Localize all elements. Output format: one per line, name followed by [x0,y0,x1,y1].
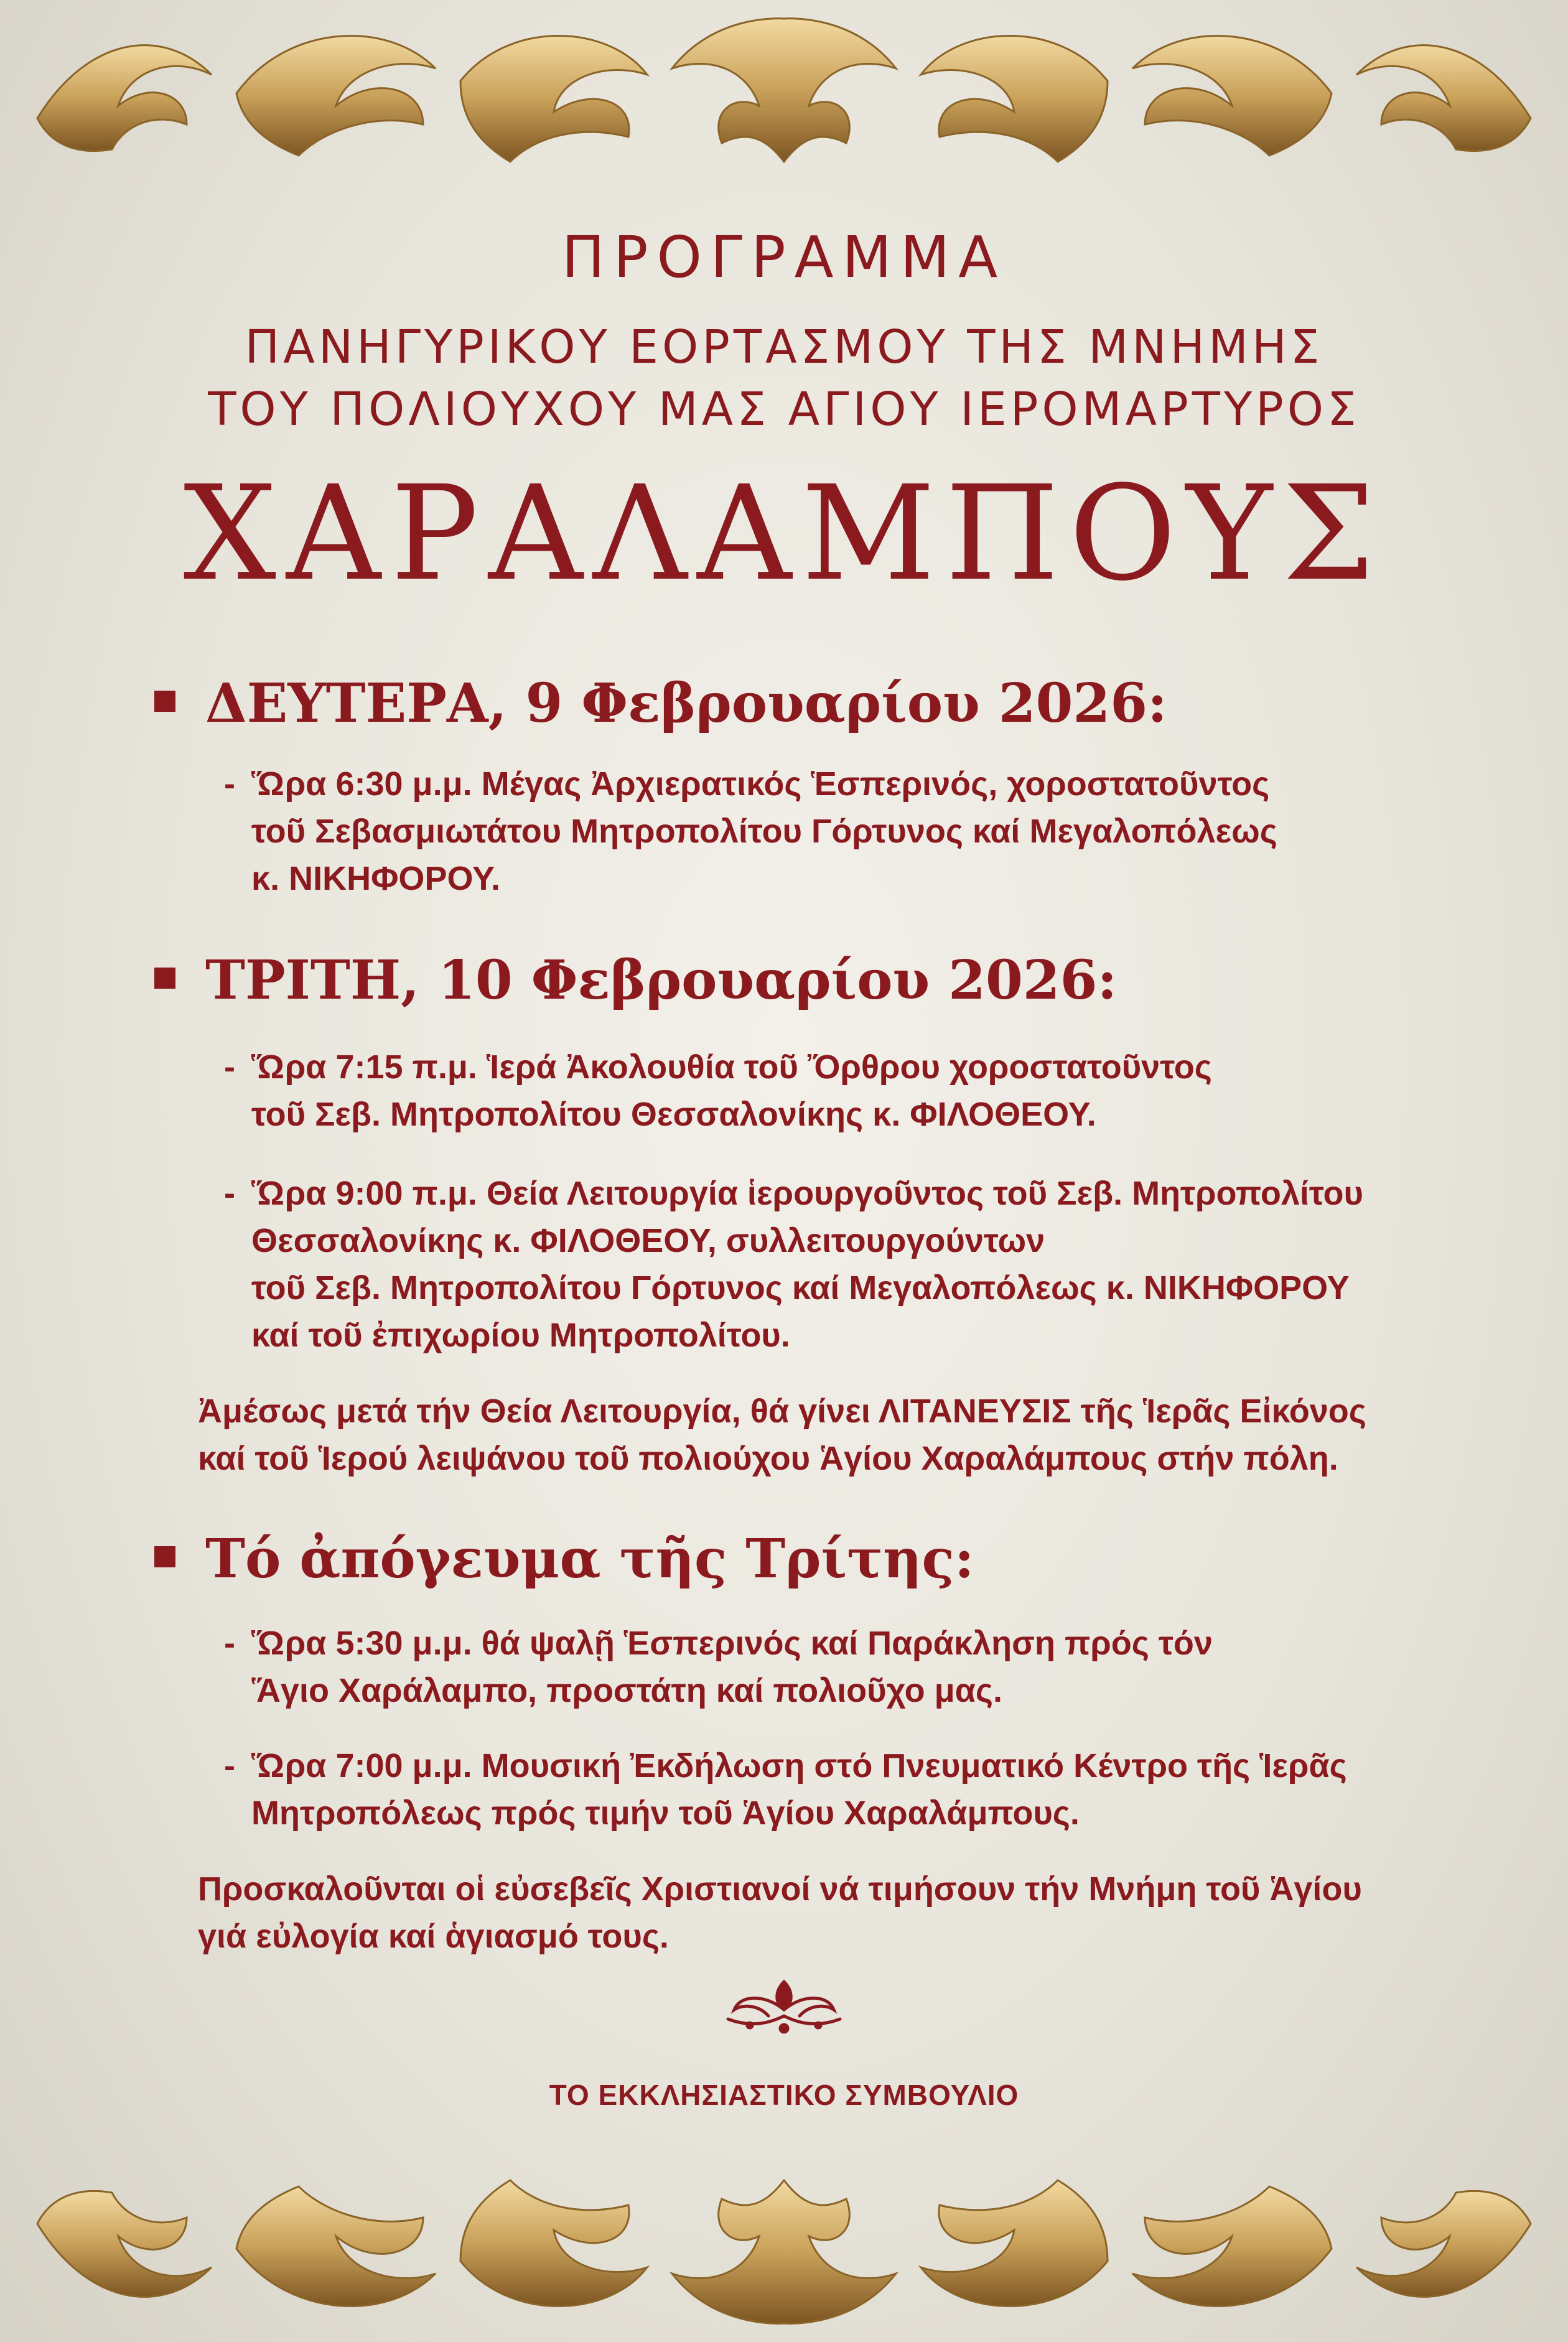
day1-item1 [224,760,1277,902]
afternoon-item2 [224,1742,1347,1837]
day1-item1-line2: τοῦ Σεβασμιωτάτου Μητροπολίτου Γόρτυνος καί Μεγαλοπόλεως [251,813,1277,850]
afternoon-item2-line1: Ὥρα 7:00 μ.μ. Μουσική Ἐκδήλωση στό Πνευματικό Κέντρο τῆς Ἱερᾶς [251,1747,1347,1784]
afternoon-item1-line1: Ὥρα 5:30 μ.μ. θά ψαλῇ Ἑσπερινός καί Παράκληση πρός τόν [251,1625,1213,1662]
afternoon-heading [154,1528,974,1590]
square-bullet-icon [154,968,175,989]
afternoon-item2-line2: Μητροπόλεως πρός τιμήν τοῦ Ἁγίου Χαραλάμπους. [251,1794,1080,1832]
day2-item2-line1: Ὥρα 9:00 π.μ. Θεία Λειτουργία ἱερουργοῦντος τοῦ Σεβ. Μητροπολίτου [251,1175,1363,1212]
day2-item2-line2: Θεσσαλονίκης κ. ΦΙΛΟΘΕΟΥ, συλλειτουργούντων [251,1222,1045,1259]
day1-heading-text: ΔΕΥΤΕΡΑ, 9 Φεβρουαρίου 2026: [205,672,1167,735]
saint-name-title: ΧΑΡΑΛΑΜΠΟΥΣ [183,457,1385,610]
procession-note [198,1388,1366,1482]
day1-heading [154,672,1167,735]
day1-item1-line3: κ. ΝΙΚΗΦΟΡΟΥ. [251,860,501,897]
square-bullet-icon [154,1546,175,1567]
dash-bullet: - [224,1625,235,1662]
day2-heading-text: ΤΡΙΤΗ, 10 Φεβρουαρίου 2026: [205,949,1118,1012]
invitation-line1: Προσκαλοῦνται οἱ εὐσεβεῖς Χριστιανοί νά τιμήσουν τήν Μνήμη τοῦ Ἁγίου [198,1870,1362,1908]
day2-heading [154,949,1117,1012]
day2-item2-line4: καί τοῦ ἐπιχωρίου Μητροπολίτου. [251,1317,790,1354]
day2-item2-line3: τοῦ Σεβ. Μητροπολίτου Γόρτυνος καί Μεγαλοπόλεως κ. ΝΙΚΗΦΟΡΟΥ [251,1269,1350,1307]
day2-item2 [224,1170,1363,1359]
afternoon-heading-text: Τό ἀπόγευμα τῆς Τρίτης: [205,1528,974,1590]
dash-bullet: - [224,1747,235,1784]
day2-item1-line2: τοῦ Σεβ. Μητροπολίτου Θεσσαλονίκης κ. ΦΙΛΟΘΕΟΥ. [251,1096,1096,1133]
afternoon-item1 [224,1620,1213,1714]
day2-item1-line1: Ὥρα 7:15 π.μ. Ἱερά Ἀκολουθία τοῦ Ὄρθρου χοροστατοῦντος [251,1048,1212,1086]
procession-note-line1: Ἀμέσως μετά τήν Θεία Λειτουργία, θά γίνει ΛΙΤΑΝΕΥΣΙΣ τῆς Ἱερᾶς Εἰκόνος [198,1393,1366,1430]
parish-council-signature: ΤΟ ΕΚΚΛΗΣΙΑΣΤΙΚΟ ΣΥΜΒΟΥΛΙΟ [549,2079,1019,2111]
dash-bullet: - [224,1048,235,1086]
dash-bullet: - [224,765,235,803]
day1-item1-line1: Ὥρα 6:30 μ.μ. Μέγας Ἀρχιερατικός Ἑσπερινός, χοροστατοῦντος [251,765,1270,803]
subtitle-line-2: ΤΟΥ ΠΟΛΙΟΥΧΟΥ ΜΑΣ ΑΓΙΟΥ ΙΕΡΟΜΑΡΤΥΡΟΣ [208,383,1360,436]
invitation [198,1865,1362,1960]
floral-divider-icon [716,1969,852,2038]
square-bullet-icon [154,691,175,712]
procession-note-line2: καί τοῦ Ἱερού λειψάνου τοῦ πολιούχου Ἁγίου Χαραλάμπους στήν πόλη. [198,1440,1338,1477]
invitation-line2: γιά εὐλογία καί ἁγιασμό τους. [198,1918,669,1955]
dash-bullet: - [224,1175,235,1212]
subtitle-line-1: ΠΑΝΗΓΥΡΙΚΟΥ ΕΟΡΤΑΣΜΟΥ ΤΗΣ ΜΝΗΜΗΣ [245,320,1323,374]
day2-item1 [224,1043,1212,1138]
bottom-gold-ornament [0,2118,1568,2342]
afternoon-item1-line2: Ἅγιο Χαράλαμπο, προστάτη καί πολιοῦχο μας. [251,1672,1002,1709]
program-heading: ΠΡΟΓΡΑΜΜΑ [561,224,1007,291]
